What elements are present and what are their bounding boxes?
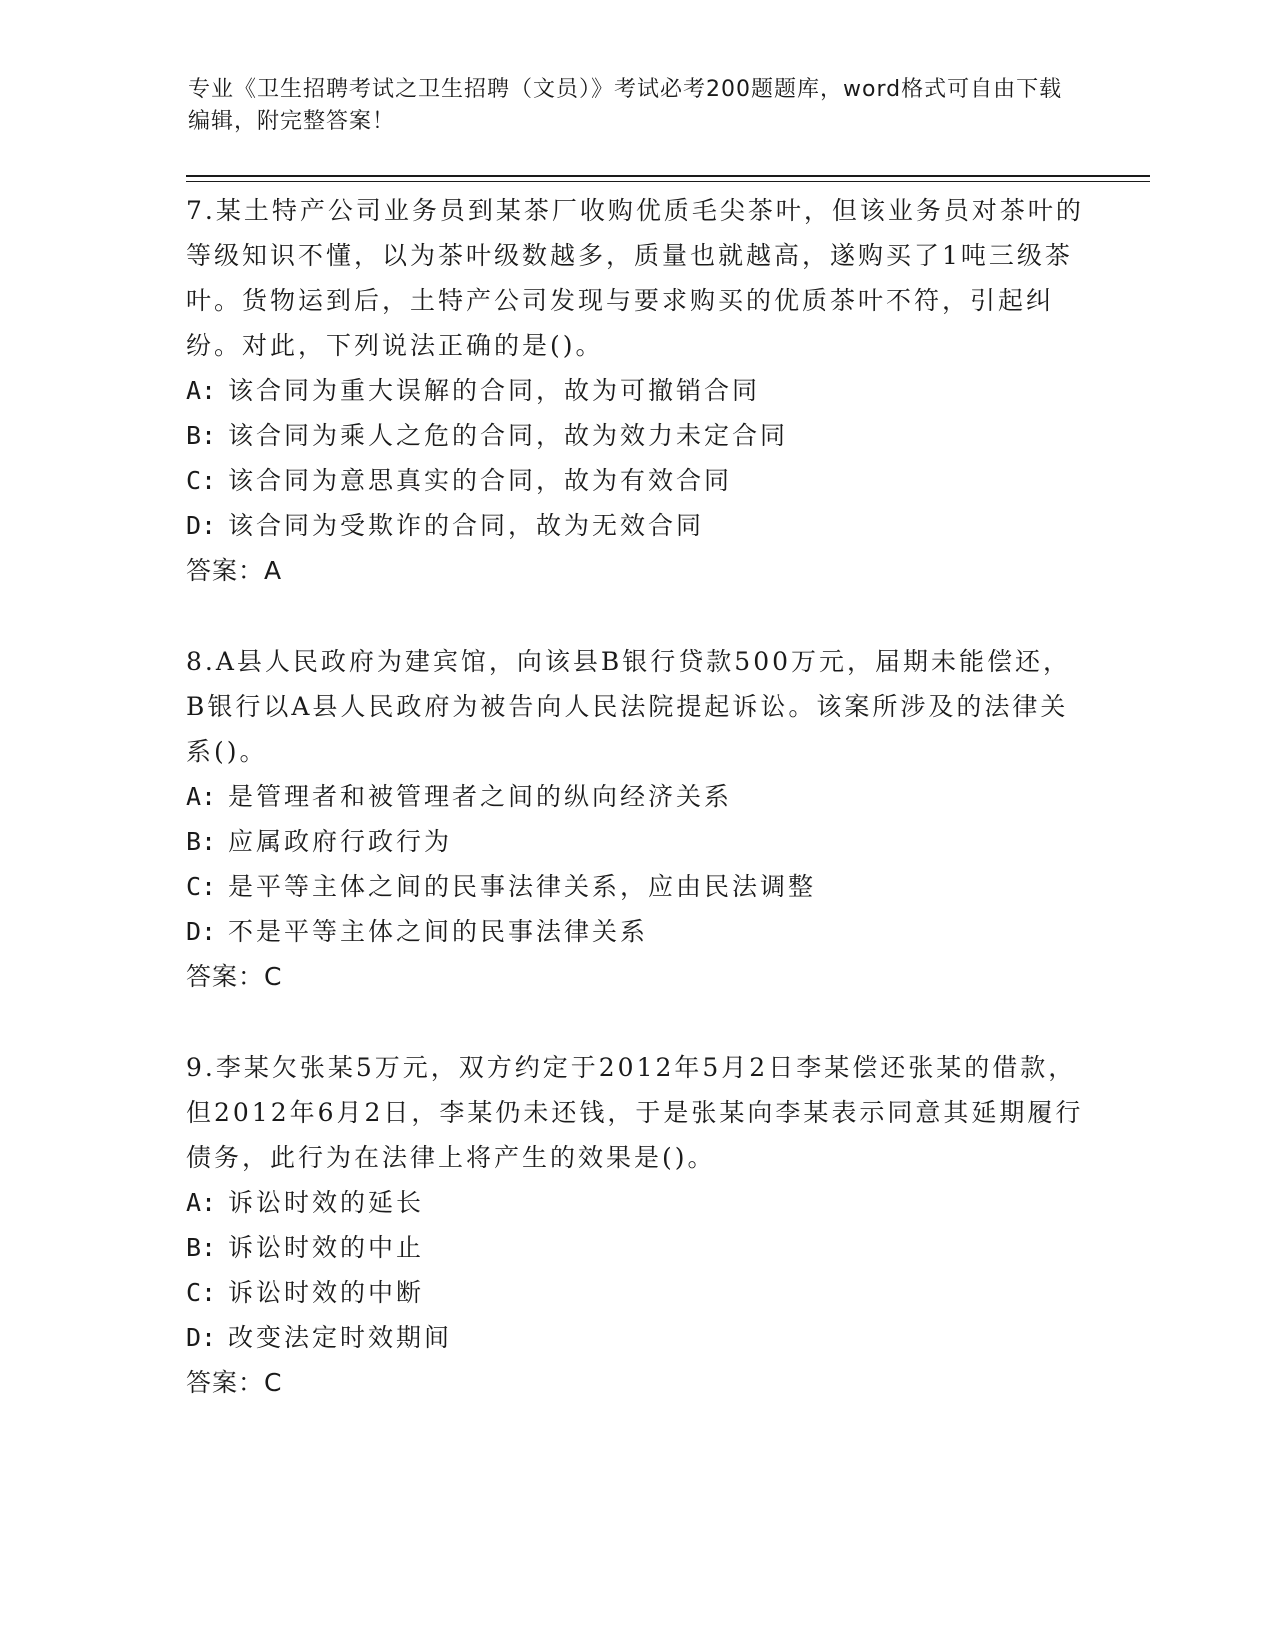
option-letter: C: <box>186 466 217 495</box>
option-letter: C: <box>186 872 217 901</box>
option-d <box>186 909 1086 954</box>
question-9 <box>186 1045 1086 1405</box>
option-d <box>186 503 1086 548</box>
question-text: 某土特产公司业务员到某茶厂收购优质毛尖茶叶，但该业务员对茶叶的等级知识不懂，以为茶叶级数越多，质量也就越高，遂购买了1吨三级茶叶。货物运到后，土特产公司发现与要求购买的优质茶叶不符，引起纠纷。对此，下列说法正确的是()。 <box>186 196 1084 360</box>
header-rule-thick <box>186 175 1150 177</box>
question-number: 8. <box>186 647 216 676</box>
option-text: 应属政府行政行为 <box>228 827 453 856</box>
option-c <box>186 864 1086 909</box>
option-b <box>186 819 1086 864</box>
question-number: 9. <box>186 1053 216 1082</box>
option-b <box>186 1225 1086 1270</box>
option-text: 该合同为重大误解的合同，故为可撤销合同 <box>228 376 761 405</box>
option-d <box>186 1315 1086 1360</box>
question-text: 李某欠张某5万元，双方约定于2012年5月2日李某偿还张某的借款，但2012年6月2日，李某仍未还钱，于是张某向李某表示同意其延期履行债务，此行为在法律上将产生的效果是()。 <box>186 1053 1084 1172</box>
option-letter: D: <box>186 511 217 540</box>
question-number: 7. <box>186 196 216 225</box>
question-stem <box>186 1045 1086 1180</box>
question-list <box>186 188 1086 1405</box>
option-b <box>186 413 1086 458</box>
option-letter: C: <box>186 1278 217 1307</box>
option-text: 该合同为乘人之危的合同，故为效力未定合同 <box>228 421 789 450</box>
option-text: 该合同为受欺诈的合同，故为无效合同 <box>228 511 705 540</box>
option-text: 是管理者和被管理者之间的纵向经济关系 <box>228 782 733 811</box>
option-c <box>186 1270 1086 1315</box>
option-text: 改变法定时效期间 <box>228 1323 453 1352</box>
question-stem <box>186 188 1086 368</box>
option-letter: A: <box>186 376 217 405</box>
option-letter: B: <box>186 1233 217 1262</box>
option-text: 是平等主体之间的民事法律关系，应由民法调整 <box>228 872 817 901</box>
option-letter: D: <box>186 917 217 946</box>
option-letter: A: <box>186 782 217 811</box>
question-7 <box>186 188 1086 593</box>
option-text: 诉讼时效的中断 <box>228 1278 425 1307</box>
option-text: 不是平等主体之间的民事法律关系 <box>228 917 649 946</box>
option-a <box>186 1180 1086 1225</box>
option-a <box>186 368 1086 413</box>
option-text: 诉讼时效的中止 <box>228 1233 425 1262</box>
question-gap <box>186 593 1086 639</box>
option-letter: B: <box>186 421 217 450</box>
option-letter: A: <box>186 1188 217 1217</box>
header-rule-thin <box>186 181 1150 182</box>
question-stem <box>186 639 1086 774</box>
document-header: 专业《卫生招聘考试之卫生招聘（文员）》考试必考200题题库，word格式可自由下载编辑，附完整答案！ <box>188 77 1063 134</box>
option-letter: B: <box>186 827 217 856</box>
option-a <box>186 774 1086 819</box>
option-c <box>186 458 1086 503</box>
option-text: 诉讼时效的延长 <box>228 1188 425 1217</box>
option-letter: D: <box>186 1323 217 1352</box>
question-gap <box>186 999 1086 1045</box>
answer-line: 答案：A <box>186 556 283 585</box>
answer-line: 答案：C <box>186 962 283 991</box>
answer-line: 答案：C <box>186 1368 283 1397</box>
option-text: 该合同为意思真实的合同，故为有效合同 <box>228 466 733 495</box>
question-text: A县人民政府为建宾馆，向该县B银行贷款500万元，届期未能偿还，B银行以A县人民政府为被告向人民法院提起诉讼。该案所涉及的法律关系()。 <box>186 647 1072 766</box>
question-8 <box>186 639 1086 999</box>
